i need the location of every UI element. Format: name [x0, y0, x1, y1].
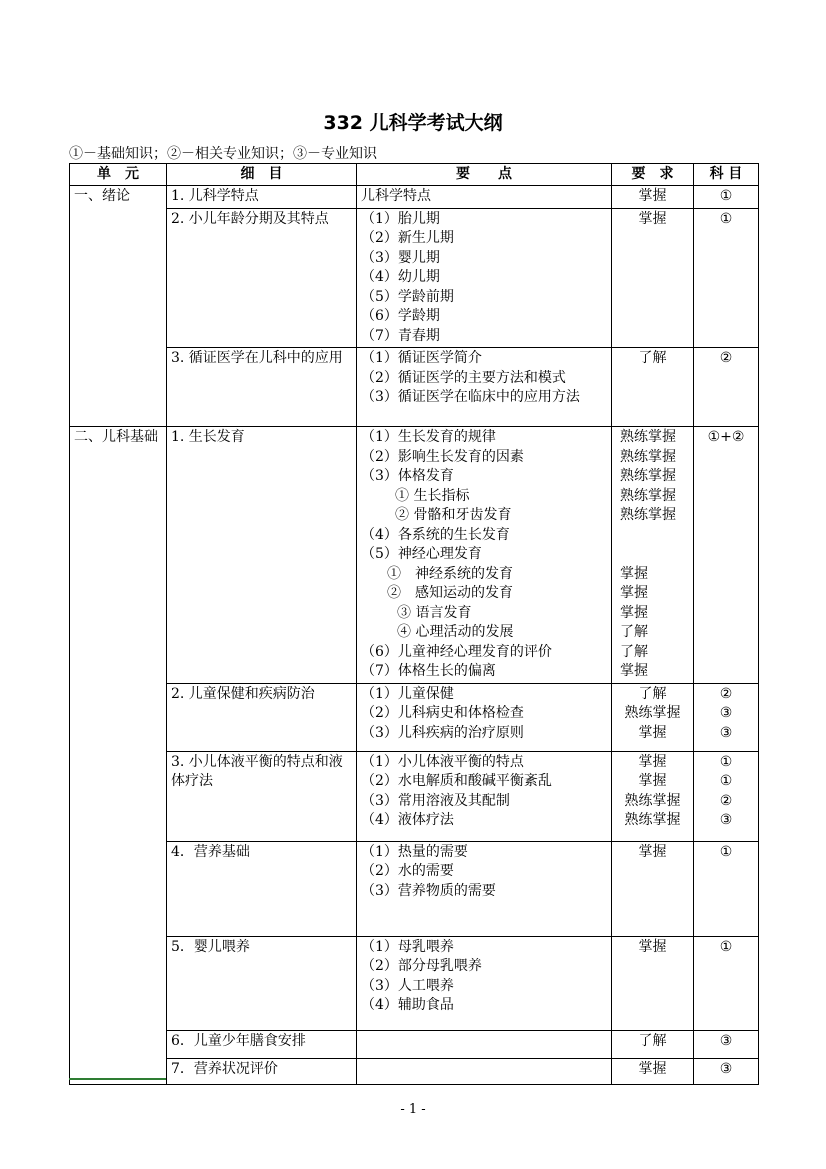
points-cell	[357, 1058, 612, 1084]
detail-cell: 2. 小儿年龄分期及其特点	[167, 208, 357, 348]
requirement-item: 熟练掌握	[620, 429, 676, 445]
requirement-item: 掌握	[620, 663, 648, 679]
point-item: ① 生长指标	[395, 487, 470, 504]
header-detail: 细 目	[167, 164, 357, 186]
requirement-item: 了解	[620, 643, 648, 660]
point-item: ③ 语言发育	[397, 604, 472, 621]
requirement-cell: 掌握	[612, 1058, 694, 1084]
point-item: （5）神经心理发育	[361, 546, 482, 562]
point-item: ④ 心理活动的发展	[397, 624, 514, 640]
requirement-item: 熟练掌握	[620, 448, 676, 465]
table-row	[70, 1058, 759, 1084]
points-cell	[357, 751, 612, 841]
requirement-cell: 掌握	[612, 208, 694, 348]
point-item: （3）人工喂养	[361, 977, 454, 994]
table-header-row	[70, 164, 759, 186]
requirement-item: 熟练掌握	[624, 705, 681, 721]
requirement-item: 掌握	[638, 773, 667, 789]
point-item: （7）体格生长的偏离	[361, 663, 496, 679]
table-row	[70, 427, 759, 684]
point-item: （4）幼儿期	[361, 269, 440, 285]
table-row	[70, 208, 759, 348]
requirement-item	[620, 545, 689, 565]
points-cell	[357, 936, 612, 1030]
subject-cell: ②	[694, 348, 759, 427]
table-row	[70, 186, 759, 209]
unit-name: 二、儿科基础	[70, 427, 167, 1085]
point-item: （2）新生儿期	[361, 230, 454, 246]
point-item: （7）青春期	[361, 327, 440, 344]
point-item: （2）水的需要	[361, 863, 454, 879]
point-item: ② 骨骼和牙齿发育	[395, 507, 512, 523]
requirement-cell: 了解	[612, 1030, 694, 1058]
point-item: （1）儿童保健	[361, 685, 454, 702]
point-item: 儿科学特点	[361, 188, 431, 204]
point-item: （1）小儿体液平衡的特点	[361, 753, 524, 770]
detail-cell: 5．婴儿喂养	[167, 936, 357, 1030]
subject-cell: ①	[694, 186, 759, 209]
point-item: （6）儿童神经心理发育的评价	[361, 643, 552, 660]
table-row	[70, 348, 759, 427]
detail-cell: 6．儿童少年膳食安排	[167, 1030, 357, 1058]
point-item: （3）婴儿期	[361, 249, 440, 266]
requirement-cell: 掌握	[612, 186, 694, 209]
requirement-item: 掌握	[620, 585, 648, 601]
point-item: （1）热量的需要	[361, 843, 468, 860]
syllabus-table	[69, 163, 759, 1085]
detail-cell: 1. 儿科学特点	[167, 186, 357, 209]
detail-cell: 7．营养状况评价	[167, 1058, 357, 1084]
subject-item: ①	[719, 753, 733, 770]
subject-cell: ①+②	[694, 427, 759, 684]
requirement-item: 掌握	[638, 753, 667, 770]
points-cell	[357, 427, 612, 684]
points-cell	[357, 186, 612, 209]
point-item: ① 神经系统的发育	[387, 565, 513, 582]
subject-cell: ③	[694, 1030, 759, 1058]
header-requirement: 要 求	[612, 164, 694, 186]
subject-item: ②	[719, 792, 733, 809]
point-item: （2）水电解质和酸碱平衡紊乱	[361, 773, 552, 789]
subject-item: ①	[719, 773, 733, 789]
header-unit: 单 元	[70, 164, 167, 186]
table-footer-rule	[69, 1078, 166, 1080]
requirement-item: 了解	[638, 685, 667, 702]
table-row	[70, 936, 759, 1030]
requirement-cell	[612, 751, 694, 841]
table-row	[70, 841, 759, 936]
requirement-cell	[612, 683, 694, 751]
subject-cell	[694, 751, 759, 841]
point-item: （1）母乳喂养	[361, 938, 454, 955]
subject-cell: ①	[694, 841, 759, 936]
point-item: （2）循证医学的主要方法和模式	[361, 369, 566, 386]
requirement-item: 了解	[620, 624, 648, 640]
requirement-item	[620, 526, 689, 546]
requirement-item: 掌握	[638, 724, 667, 741]
subject-item: ③	[719, 812, 733, 828]
detail-cell: 2. 儿童保健和疾病防治	[167, 683, 357, 751]
point-item: （5）学龄前期	[361, 288, 454, 305]
page-number: - 1 -	[400, 1102, 426, 1117]
detail-cell: 1. 生长发育	[167, 427, 357, 684]
point-item: （3）儿科疾病的治疗原则	[361, 724, 524, 741]
point-item: （1）胎儿期	[361, 210, 440, 227]
detail-cell: 3. 循证医学在儿科中的应用	[167, 348, 357, 427]
requirement-item: 熟练掌握	[620, 487, 676, 504]
points-cell	[357, 348, 612, 427]
table-row	[70, 1030, 759, 1058]
table-row	[70, 751, 759, 841]
requirement-item: 掌握	[620, 565, 648, 582]
subject-legend: ①－基础知识；②－相关专业知识；③－专业知识	[69, 146, 377, 162]
requirement-cell: 掌握	[612, 841, 694, 936]
subject-cell: ①	[694, 208, 759, 348]
subject-cell: ①	[694, 936, 759, 1030]
point-item: （1）生长发育的规律	[361, 429, 496, 445]
detail-cell: 4．营养基础	[167, 841, 357, 936]
point-item: （3）常用溶液及其配制	[361, 792, 510, 809]
point-item: （4）各系统的生长发育	[361, 526, 510, 543]
point-item: （3）营养物质的需要	[361, 882, 496, 899]
point-item: （2）部分母乳喂养	[361, 958, 482, 974]
point-item: （2）儿科病史和体格检查	[361, 705, 524, 721]
detail-cell: 3. 小儿体液平衡的特点和液体疗法	[167, 751, 357, 841]
points-cell	[357, 208, 612, 348]
subject-item: ②	[719, 685, 733, 702]
requirement-item: 熟练掌握	[624, 792, 681, 809]
subject-cell	[694, 683, 759, 751]
requirement-cell: 掌握	[612, 936, 694, 1030]
table-row	[70, 683, 759, 751]
point-item: ② 感知运动的发育	[387, 585, 513, 601]
subject-item: ③	[719, 705, 733, 721]
requirement-cell	[612, 427, 694, 684]
points-cell	[357, 841, 612, 936]
unit-name: 一、绪论	[70, 186, 167, 427]
requirement-item: 掌握	[620, 604, 648, 621]
requirement-cell: 了解	[612, 348, 694, 427]
point-item: （3）体格发育	[361, 468, 454, 484]
point-item: （1）循证医学简介	[361, 350, 482, 366]
point-item: （4）辅助食品	[361, 997, 454, 1013]
points-cell	[357, 1030, 612, 1058]
header-points: 要 点	[357, 164, 612, 186]
header-subject: 科 目	[694, 164, 759, 186]
point-item: （6）学龄期	[361, 308, 440, 324]
requirement-item: 熟练掌握	[624, 812, 681, 828]
subject-item: ③	[719, 724, 733, 741]
requirement-item: 熟练掌握	[620, 507, 676, 523]
page-title: 332 儿科学考试大纲	[323, 112, 503, 134]
point-item: （4）液体疗法	[361, 812, 454, 828]
point-item: （2）影响生长发育的因素	[361, 448, 524, 465]
points-cell	[357, 683, 612, 751]
point-item: （3）循证医学在临床中的应用方法	[361, 389, 580, 405]
subject-cell: ③	[694, 1058, 759, 1084]
requirement-item: 熟练掌握	[620, 468, 676, 484]
